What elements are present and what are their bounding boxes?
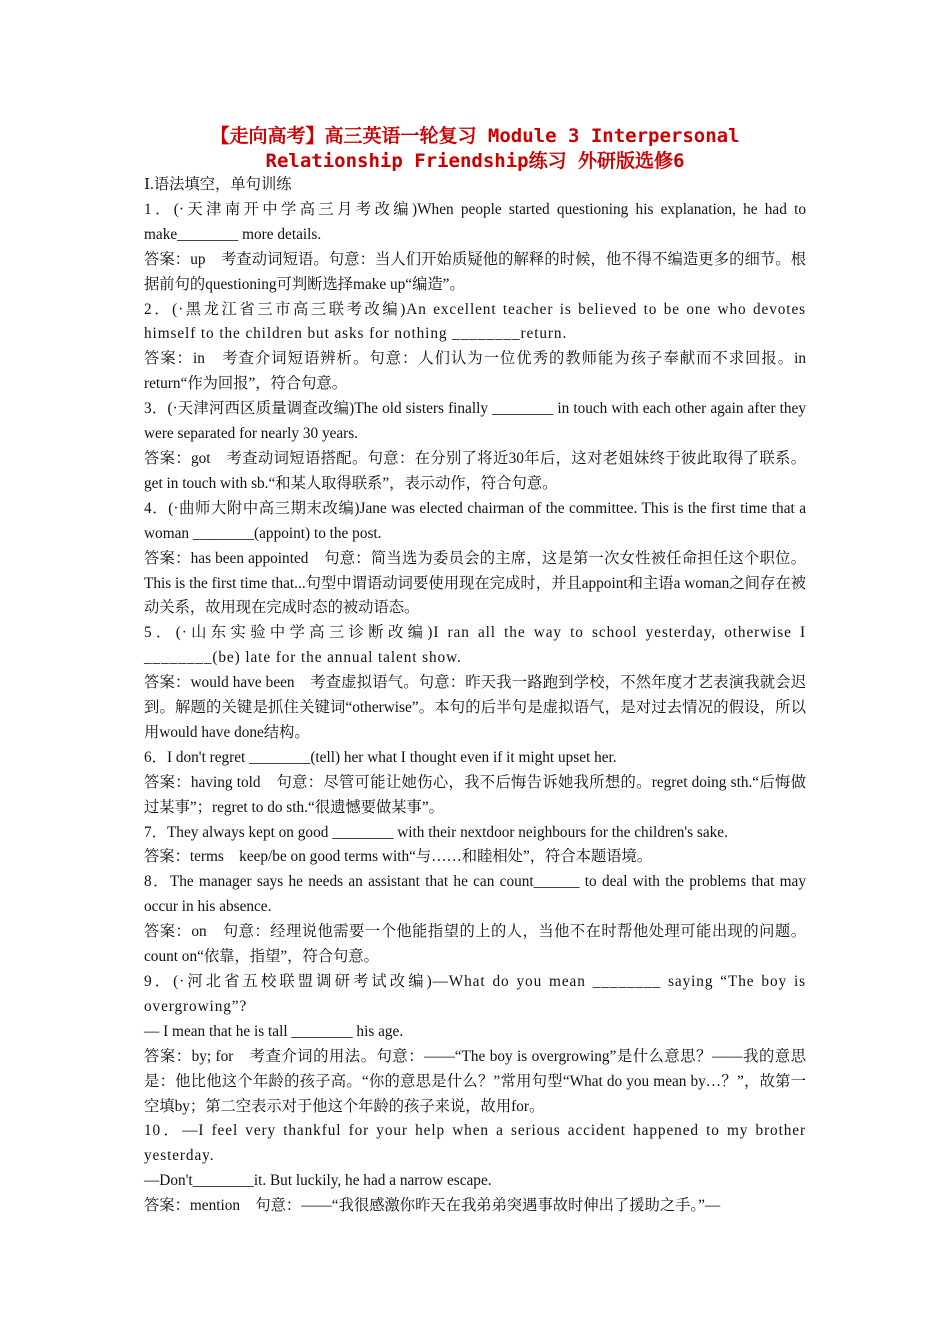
question-7: 7．They always kept on good ________ with their nextdoor neighbours for the children's sake. [144, 823, 728, 841]
reply-10: —Don't________it. But luckily, he had a narrow escape. [144, 1172, 492, 1190]
reply-9: — I mean that he is tall ________ his age. [144, 1022, 404, 1040]
answer-6: 答案：having told 句意：尽管可能让她伤心，我不后悔告诉她我所想的。regret doing sth.“后悔做过某事”；regret to do sth.“很遗憾要做某事”。 [144, 773, 806, 816]
question-6: 6．I don't regret ________(tell) her what I thought even if it might upset her. [144, 748, 617, 766]
question-9: 9．(·河北省五校联盟调研考试改编)—What do you mean ________ saying “The boy is overgrowing”? [144, 973, 806, 1015]
question-8: 8．The manager says he needs an assistant that he can count______ to deal with the problems that may occur in his absence. [144, 873, 806, 916]
title-line-1: 【走向高考】高三英语一轮复习 Module 3 Interpersonal [210, 125, 740, 147]
question-4: 4．(·曲师大附中高三期末改编)Jane was elected chairman of the committee. This is the first time that a woman ________(appoint) to the post. [144, 499, 806, 542]
question-10: 10．—I feel very thankful for your help when a serious accident happened to my brother yesterday. [144, 1122, 806, 1165]
answer-7: 答案：terms keep/be on good terms with“与……和睦相处”，符合本题语境。 [144, 848, 653, 866]
question-1: 1．(·天津南开中学高三月考改编)When people started questioning his explanation, he had to make________ more details. [144, 200, 806, 243]
answer-4: 答案：has been appointed 句意：简当选为委员会的主席，这是第一次女性被任命担任这个职位。This is the first time that...句型中谓语动词要使用现在完成时，并且appoint和主语a woman之间存在被动关系，故用现在完成时态的被动语态。 [144, 549, 806, 617]
answer-8: 答案：on 句意：经理说他需要一个他能指望的上的人，当他不在时帮他处理可能出现的问题。count on“依靠，指望”，符合句意。 [144, 923, 806, 966]
answer-5: 答案：would have been 考查虚拟语气。句意：昨天我一路跑到学校，不然年度才艺表演我就会迟到。解题的关键是抓住关键词“otherwise”。本句的后半句是虚拟语气，是对过去情况的假设，所以用would have done结构。 [144, 674, 806, 741]
answer-1: 答案：up 考查动词短语。句意：当人们开始质疑他的解释的时候，他不得不编造更多的细节。根据前句的questioning可判断选择make up“编造”。 [144, 250, 806, 293]
answer-9: 答案：by; for 考查介词的用法。句意：——“The boy is overgrowing”是什么意思？——我的意思是：他比他这个年龄的孩子高。“你的意思是什么？”常用句型“What do you mean by…？”，故第一空填by；第二空表示对于他这个年龄的孩子来说，故用for。 [144, 1047, 806, 1115]
question-5: 5．(·山东实验中学高三诊断改编)I ran all the way to school yesterday, otherwise I ________(be) late for the annual talent show. [144, 624, 806, 667]
section-heading: Ⅰ.语法填空，单句训练 [144, 176, 292, 193]
answer-3: 答案：got 考查动词短语搭配。句意：在分别了将近30年后，这对老姐妹终于彼此取得了联系。get in touch with sb.“和某人取得联系”，表示动作，符合句意。 [144, 449, 806, 492]
question-3: 3．(·天津河西区质量调查改编)The old sisters finally ________ in touch with each other again after they were separated for nearly 30 years. [144, 400, 806, 443]
title-line-2: Relationship Friendship练习 外研版选修6 [265, 150, 685, 172]
page-title [120, 124, 830, 174]
exercise-content [144, 173, 806, 1219]
answer-2: 答案：in 考查介词短语辨析。句意：人们认为一位优秀的教师能为孩子奉献而不求回报。in return“作为回报”，符合句意。 [144, 350, 806, 393]
answer-10: 答案：mention 句意：——“我很感激你昨天在我弟弟突遇事故时伸出了援助之手。”— [144, 1197, 721, 1215]
question-2: 2．(·黑龙江省三市高三联考改编)An excellent teacher is believed to be one who devotes himself to the children but asks for nothing ________return. [144, 300, 806, 343]
